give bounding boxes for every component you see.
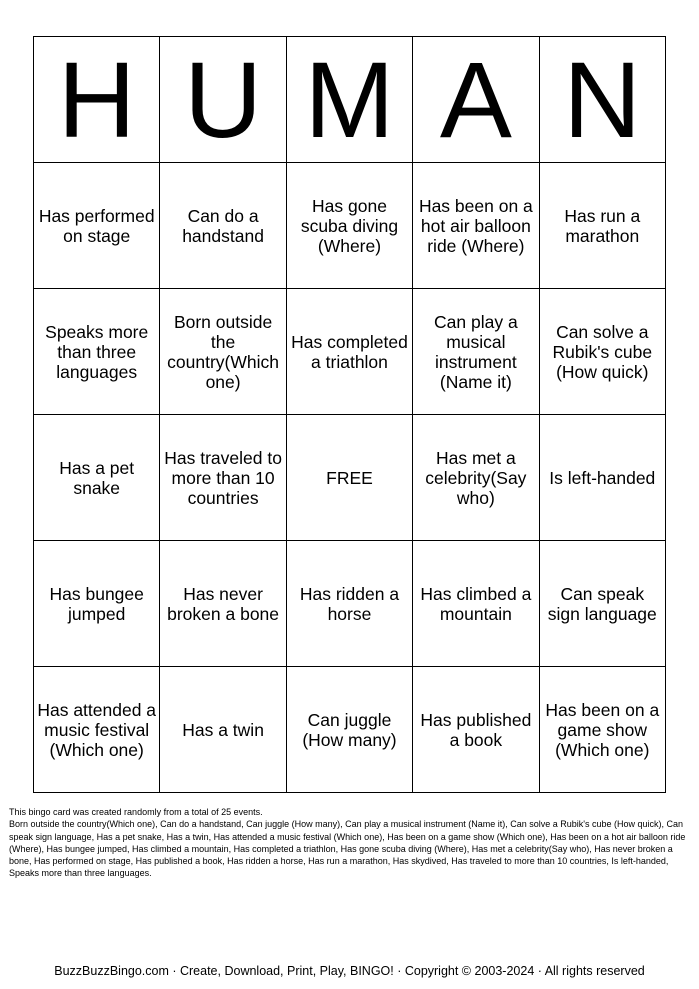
header-letter-h: H	[34, 37, 160, 163]
bingo-cell: Has been on a hot air balloon ride (Where)	[413, 163, 539, 289]
bingo-cell: Has a pet snake	[34, 415, 160, 541]
bingo-cell: Has traveled to more than 10 countries	[160, 415, 286, 541]
card-row	[34, 667, 666, 793]
card-row	[34, 541, 666, 667]
bingo-cell: Has never broken a bone	[160, 541, 286, 667]
bingo-cell: Has published a book	[413, 667, 539, 793]
bingo-cell: Has been on a game show (Which one)	[539, 667, 665, 793]
bingo-cell: Has gone scuba diving (Where)	[286, 163, 412, 289]
bingo-cell: Can do a handstand	[160, 163, 286, 289]
card-generation-note	[9, 806, 691, 880]
header-letter-u: U	[160, 37, 286, 163]
bingo-cell: Has performed on stage	[34, 163, 160, 289]
bingo-cell: Has a twin	[160, 667, 286, 793]
bingo-cell: Has met a celebrity(Say who)	[413, 415, 539, 541]
bingo-cell: Has ridden a horse	[286, 541, 412, 667]
bingo-cell: Has bungee jumped	[34, 541, 160, 667]
header-letter-n: N	[539, 37, 665, 163]
bingo-cell: Can play a musical instrument (Name it)	[413, 289, 539, 415]
free-space-cell: FREE	[286, 415, 412, 541]
header-letter-m: M	[286, 37, 412, 163]
card-row	[34, 163, 666, 289]
bingo-cell: Can juggle (How many)	[286, 667, 412, 793]
card-row	[34, 415, 666, 541]
bingo-cell: Has climbed a mountain	[413, 541, 539, 667]
bingo-card	[33, 36, 666, 793]
bingo-cell: Born outside the country(Which one)	[160, 289, 286, 415]
bingo-cell: Has attended a music festival (Which one)	[34, 667, 160, 793]
bingo-cell: Is left-handed	[539, 415, 665, 541]
note-event-list: Born outside the country(Which one), Can do a handstand, Can juggle (How many), Can play a musical instrument (Name it), Can solve a Rubik's cube (How quick), Can speak sign language, Has a pet snake, Has a twin, Has attended a music festival (Which one), Has been on a game show (Which one), Has been on a hot air balloon ride (Where), Has bungee jumped, Has climbed a mountain, Has completed a triathlon, Has gone scuba diving (Where), Has met a celebrity(Say who), Has never broken a bone, Has performed on stage, Has published a book, Has ridden a horse, Has run a marathon, Has skydived, Has traveled to more than 10 countries, Is left-handed, Speaks more than three languages.	[9, 819, 686, 879]
bingo-cell: Can solve a Rubik's cube (How quick)	[539, 289, 665, 415]
header-letter-a: A	[413, 37, 539, 163]
footer-copyright: BuzzBuzzBingo.com · Create, Download, Print, Play, BINGO! · Copyright © 2003-2024 · All rights reserved	[54, 964, 645, 978]
bingo-cell: Has run a marathon	[539, 163, 665, 289]
note-intro: This bingo card was created randomly from a total of 25 events.	[9, 807, 263, 817]
bingo-cell: Can speak sign language	[539, 541, 665, 667]
bingo-cell: Speaks more than three languages	[34, 289, 160, 415]
card-row	[34, 289, 666, 415]
bingo-cell: Has completed a triathlon	[286, 289, 412, 415]
header-row	[34, 37, 666, 163]
